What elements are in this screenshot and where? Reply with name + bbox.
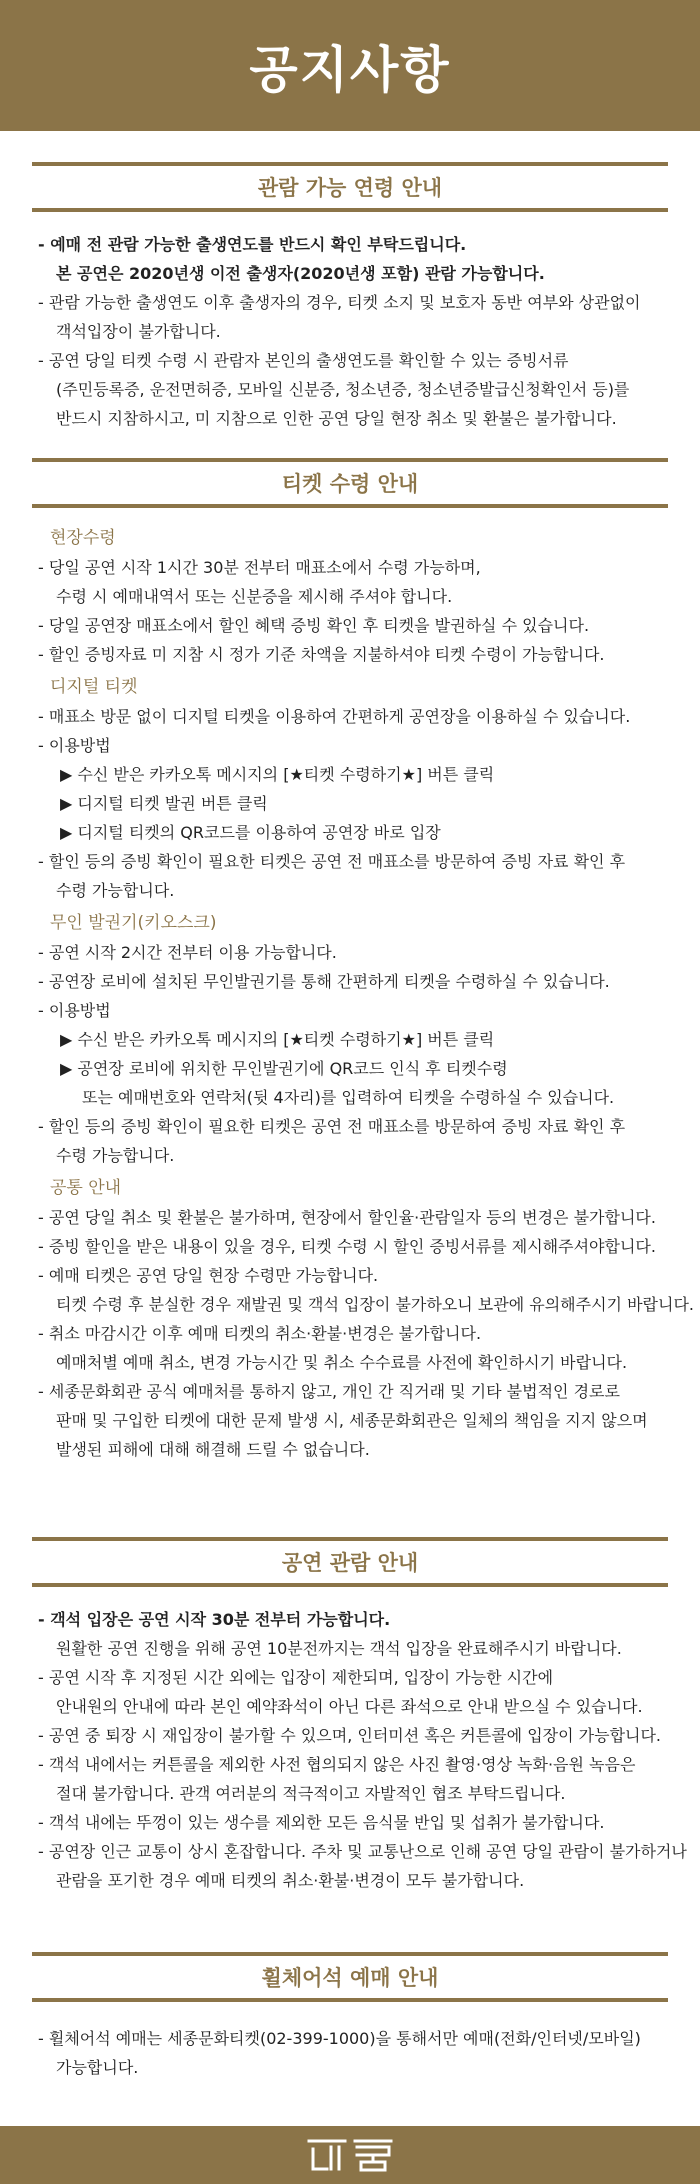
notice-line: 본 공연은 2020년생 이전 출생자(2020년생 포함) 관람 가능합니다. xyxy=(56,264,545,283)
section-age xyxy=(32,162,668,433)
notice-line: ▶ 수신 받은 카카오톡 메시지의 [★티켓 수령하기★] 버튼 클릭 xyxy=(60,765,495,784)
section-title: 티켓 수령 안내 xyxy=(32,458,668,508)
notice-line: 원활한 공연 진행을 위해 공연 10분전까지는 객석 입장을 완료해주시기 바랍니다. xyxy=(56,1639,622,1658)
notice-line: - 공연 당일 취소 및 환불은 불가하며, 현장에서 할인율·관람일자 등의 변경은 불가합니다. xyxy=(38,1208,656,1227)
notice-line: - 할인 증빙자료 미 지참 시 정가 기준 차액을 지불하셔야 티켓 수령이 가능합니다. xyxy=(38,645,605,664)
notice-line: - 이용방법 xyxy=(38,736,111,755)
notice-line: - 공연장 로비에 설치된 무인발권기를 통해 간편하게 티켓을 수령하실 수 있습니다. xyxy=(38,972,610,991)
notice-line: - 객석 내에서는 커튼콜을 제외한 사전 협의되지 않은 사진 촬영·영상 녹화·음원 녹음은 xyxy=(38,1755,636,1774)
subsection-title: 현장수령 xyxy=(50,528,116,548)
section-title: 관람 가능 연령 안내 xyxy=(32,162,668,212)
notice-line: - 당일 공연 시작 1시간 30분 전부터 매표소에서 수령 가능하며, xyxy=(38,558,481,577)
notice-line: 객석입장이 불가합니다. xyxy=(56,322,221,341)
notice-line: 관람을 포기한 경우 예매 티켓의 취소·환불·변경이 모두 불가합니다. xyxy=(56,1871,525,1890)
notice-line: - 공연 시작 후 지정된 시간 외에는 입장이 제한되며, 입장이 가능한 시간에 xyxy=(38,1668,554,1687)
subsection-title: 무인 발권기(키오스크) xyxy=(50,913,217,933)
sejong-logo-icon xyxy=(305,2135,395,2175)
section-wheelchair xyxy=(32,1952,668,2082)
notice-line: (주민등록증, 운전면허증, 모바일 신분증, 청소년증, 청소년증발급신청확인서 등)를 xyxy=(56,380,630,399)
notice-line: ▶ 디지털 티켓의 QR코드를 이용하여 공연장 바로 입장 xyxy=(60,823,441,842)
notice-line: - 취소 마감시간 이후 예매 티켓의 취소·환불·변경은 불가합니다. xyxy=(38,1324,482,1343)
notice-line: 또는 예매번호와 연락처(뒷 4자리)를 입력하여 티켓을 수령하실 수 있습니다. xyxy=(82,1088,615,1107)
notice-line: - 예매 전 관람 가능한 출생연도를 반드시 확인 부탁드립니다. xyxy=(38,235,467,254)
notice-line: 수령 시 예매내역서 또는 신분증을 제시해 주셔야 합니다. xyxy=(56,587,453,606)
section-viewing xyxy=(32,1537,687,1895)
section-title: 공연 관람 안내 xyxy=(32,1537,668,1587)
section-body xyxy=(32,1587,687,1895)
notice-line: 안내원의 안내에 따라 본인 예약좌석이 아닌 다른 좌석으로 안내 받으실 수 있습니다. xyxy=(56,1697,643,1716)
notice-line: - 공연장 인근 교통이 상시 혼잡합니다. 주차 및 교통난으로 인해 공연 당일 관람이 불가하거나 xyxy=(38,1842,687,1861)
notice-line: - 증빙 할인을 받은 내용이 있을 경우, 티켓 수령 시 할인 증빙서류를 제시해주셔야합니다. xyxy=(38,1237,656,1256)
notice-line: 티켓 수령 후 분실한 경우 재발권 및 객석 입장이 불가하오니 보관에 유의해주시기 바랍니다. xyxy=(56,1295,694,1314)
notice-line: ▶ 디지털 티켓 발권 버튼 클릭 xyxy=(60,794,268,813)
notice-line: - 객석 내에는 뚜껑이 있는 생수를 제외한 모든 음식물 반입 및 섭취가 불가합니다. xyxy=(38,1813,605,1832)
notice-line: - 공연 시작 2시간 전부터 이용 가능합니다. xyxy=(38,943,337,962)
section-ticket-pickup xyxy=(32,458,694,1464)
notice-line: 예매처별 예매 취소, 변경 가능시간 및 취소 수수료를 사전에 확인하시기 바랍니다. xyxy=(56,1353,628,1372)
notice-line: - 당일 공연장 매표소에서 할인 혜택 증빙 확인 후 티켓을 발권하실 수 있습니다. xyxy=(38,616,590,635)
notice-line: - 이용방법 xyxy=(38,1001,111,1020)
notice-line: - 휠체어석 예매는 세종문화티켓(02-399-1000)을 통해서만 예매(전화/인터넷/모바일) xyxy=(38,2029,641,2048)
section-body xyxy=(32,212,668,433)
notice-line: ▶ 공연장 로비에 위치한 무인발권기에 QR코드 인식 후 티켓수령 xyxy=(60,1059,508,1078)
notice-line: - 할인 등의 증빙 확인이 필요한 티켓은 공연 전 매표소를 방문하여 증빙 자료 확인 후 xyxy=(38,852,626,871)
subsection-title: 디지털 티켓 xyxy=(50,677,138,697)
notice-line: - 객석 입장은 공연 시작 30분 전부터 가능합니다. xyxy=(38,1610,391,1629)
notice-line: 절대 불가합니다. 관객 여러분의 적극적이고 자발적인 협조 부탁드립니다. xyxy=(56,1784,566,1803)
notice-line: - 매표소 방문 없이 디지털 티켓을 이용하여 간편하게 공연장을 이용하실 수 있습니다. xyxy=(38,707,631,726)
notice-line: 수령 가능합니다. xyxy=(56,881,175,900)
subsection-title: 공통 안내 xyxy=(50,1178,122,1198)
section-body xyxy=(32,2002,668,2082)
notice-line: - 예매 티켓은 공연 당일 현장 수령만 가능합니다. xyxy=(38,1266,379,1285)
notice-line: 판매 및 구입한 티켓에 대한 문제 발생 시, 세종문화회관은 일체의 책임을 지지 않으며 xyxy=(56,1411,648,1430)
notice-line: 발생된 피해에 대해 해결해 드릴 수 없습니다. xyxy=(56,1440,370,1459)
notice-line: 수령 가능합니다. xyxy=(56,1146,175,1165)
notice-line: 반드시 지참하시고, 미 지참으로 인한 공연 당일 현장 취소 및 환불은 불가합니다. xyxy=(56,409,617,428)
notice-line: - 공연 당일 티켓 수령 시 관람자 본인의 출생연도를 확인할 수 있는 증빙서류 xyxy=(38,351,569,370)
notice-line: ▶ 수신 받은 카카오톡 메시지의 [★티켓 수령하기★] 버튼 클릭 xyxy=(60,1030,495,1049)
notice-line: 가능합니다. xyxy=(56,2058,139,2077)
bottom-banner xyxy=(0,2126,700,2184)
notice-line: - 관람 가능한 출생연도 이후 출생자의 경우, 티켓 소지 및 보호자 동반 여부와 상관없이 xyxy=(38,293,641,312)
notice-line: - 공연 중 퇴장 시 재입장이 불가할 수 있으며, 인터미션 혹은 커튼콜에 입장이 가능합니다. xyxy=(38,1726,662,1745)
notice-line: - 할인 등의 증빙 확인이 필요한 티켓은 공연 전 매표소를 방문하여 증빙 자료 확인 후 xyxy=(38,1117,626,1136)
top-banner xyxy=(0,0,700,131)
notice-line: - 세종문화회관 공식 예매처를 통하지 않고, 개인 간 직거래 및 기타 불법적인 경로로 xyxy=(38,1382,620,1401)
section-title: 휠체어석 예매 안내 xyxy=(32,1952,668,2002)
section-body xyxy=(32,508,694,1464)
page-title: 공지사항 xyxy=(249,40,451,99)
